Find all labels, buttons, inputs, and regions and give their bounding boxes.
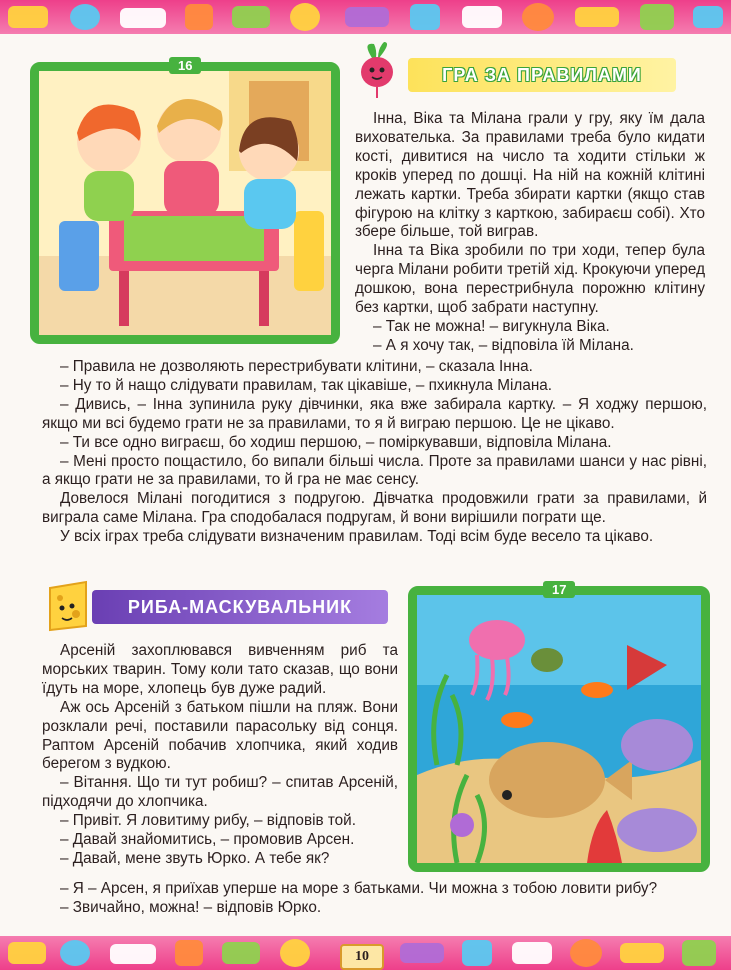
paragraph: – Мені просто пощастило, бо випали більші числа. Проте за правилами шанси у нас рівні, а якщо грати не за правилами, то й гра не має сенсу.	[42, 452, 707, 489]
paragraph: – Правила не дозволяють перестрибувати клітини, – сказала Інна.	[60, 358, 533, 375]
illustration-girls-board-game	[30, 58, 340, 344]
top-decorative-band	[0, 0, 731, 34]
paragraph: Інна та Віка зробили по три ходи, тепер була черга Мілани робити третій хід. Крокуючи уперед дошкою, вона перестрибнула порожню клітину без картки, щоб забрати наступну.	[355, 242, 705, 317]
illustration-number: 16	[169, 57, 201, 74]
paragraph: Аж ось Арсеній з батьком пішли на пляж. Вони розклали речі, поставили парасольку від сонця. Раптом Арсеній побачив хлопчика, який ходив берегом з вудкою.	[42, 698, 398, 773]
illustration-sea-floor	[408, 582, 710, 872]
paragraph: – Дивись, – Інна зупинила руку дівчинки, яка вже забирала картку. – Я ходжу першою, якщо ми всі будемо грати не за правилами, то я й виграю першою. Це не цікаво.	[42, 395, 707, 432]
illustration-number: 17	[543, 581, 575, 598]
paragraph: У всіх іграх треба слідувати визначеним правилам. Тоді всім буде весело та цікаво.	[60, 528, 654, 546]
story2-column-text	[42, 642, 398, 869]
sea-floor-picture	[417, 595, 701, 863]
cheese-icon	[44, 578, 92, 634]
story1-title-banner	[408, 58, 676, 92]
story2-title: РИБА-МАСКУВАЛЬНИК	[127, 596, 353, 617]
paragraph: Арсеній захоплювався вивченням риб та морських тварин. Тому коли тато сказав, що вони їдуть на море, хлопець був дуже радий.	[42, 642, 398, 697]
girls-playing-board-game-picture	[39, 71, 331, 335]
story1-column-text	[355, 110, 705, 356]
paragraph: – Ти все одно виграєш, бо ходиш першою, – поміркувавши, відповіла Мілана.	[60, 433, 612, 451]
story1-title: ГРА ЗА ПРАВИЛАМИ	[442, 64, 642, 85]
paragraph: – Ну то й нащо слідувати правилам, так цікавіше, – пхикнула Мілана.	[60, 376, 553, 394]
paragraph: – Так не можна! – вигукнула Віка.	[373, 317, 610, 335]
story2-title-banner	[92, 590, 388, 624]
paragraph: Довелося Мілані погодитися з подругою. Дівчатка продовжили грати за правилами, й виграла саме Мілана. Гра сподобалася подругам, й вони вирішили пограти ще.	[42, 490, 707, 527]
paragraph: – А я хочу так, – відповіла їй Мілана.	[373, 336, 634, 354]
paragraph: Інна, Віка та Мілана грали у гру, яку їм дала вихователька. За правилами треба було кидати кості, дивитися на число та ходити стільки ж кроків уперед по дошці. На ній на кожній клітині лежать картки. Треба збирати картки (якщо став фігурою на клітку з карткою, забираєш собі). Хто збере більше, той виграв.	[355, 110, 705, 241]
paragraph: – Звичайно, можна! – відповів Юрко.	[60, 898, 322, 916]
story1-full-text	[42, 358, 707, 547]
story2-full-text	[42, 880, 707, 918]
page-number: 10	[340, 944, 384, 970]
paragraph: – Давай, мене звуть Юрко. А тебе як?	[60, 849, 330, 867]
paragraph: – Давай знайомитись, – промовив Арсен.	[60, 831, 355, 849]
radish-icon	[352, 40, 402, 100]
paragraph: – Я – Арсен, я приїхав уперше на море з батьками. Чи можна з тобою ловити рибу?	[60, 880, 658, 897]
paragraph: – Вітання. Що ти тут робиш? – спитав Арсеній, підходячи до хлопчика.	[42, 774, 398, 811]
paragraph: – Привіт. Я ловитиму рибу, – відповів той.	[60, 812, 356, 830]
